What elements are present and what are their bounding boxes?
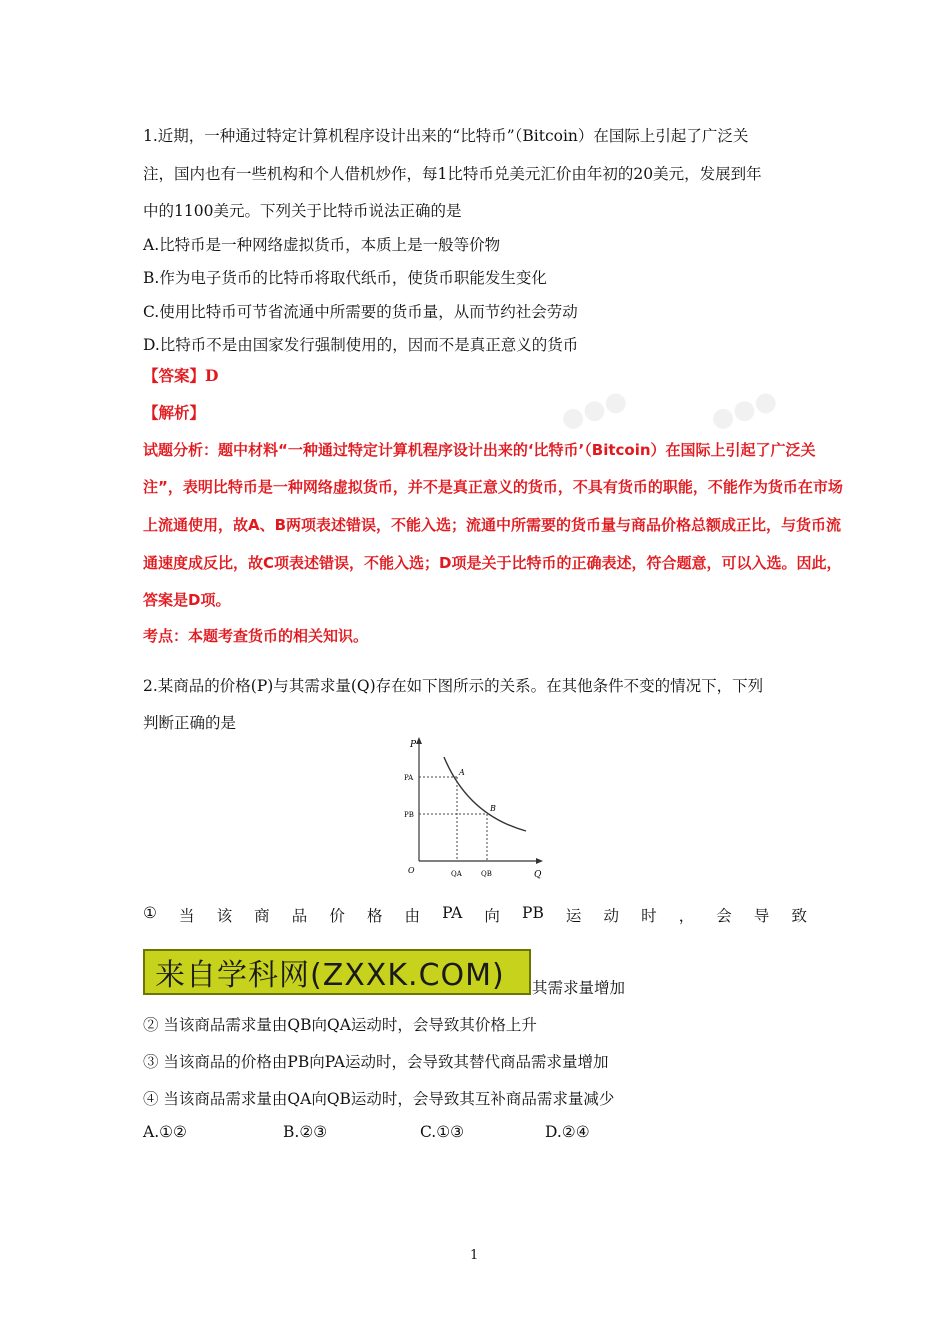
q1-analysis-label — [143, 403, 205, 423]
s1-char: 当 — [178, 907, 195, 925]
q2-statement-3: ③ 当该商品的价格由PB向PA运动时，会导致其替代商品需求量增加 — [143, 1053, 609, 1071]
q1-answer — [143, 366, 218, 386]
demand-curve-chart — [398, 735, 548, 880]
page-number: 1 — [470, 1248, 479, 1263]
answer-value: D — [205, 366, 219, 385]
choice-c: C.①③ — [420, 1123, 465, 1141]
y-axis-arrow — [416, 737, 422, 744]
y-tick-pb: PB — [404, 811, 414, 819]
s1-char: 导 — [753, 907, 770, 925]
point-b-label: B — [490, 804, 496, 813]
q1-option-d: D.比特币不是由国家发行强制使用的，因而不是真正意义的货币 — [143, 336, 579, 354]
s1-char: 会 — [716, 907, 732, 925]
s1-char: PA — [442, 904, 463, 922]
choice-d: D.②④ — [545, 1123, 590, 1141]
q1-option-a: A.比特币是一种网络虚拟货币，本质上是一般等价物 — [143, 236, 501, 254]
demand-curve — [444, 757, 526, 831]
y-tick-pa: PA — [404, 774, 414, 782]
q1-analysis-line-2: 注”，表明比特币是一种网络虚拟货币，并不是真正意义的货币，不具有货币的职能，不能作为货币在市场 — [143, 478, 843, 496]
x-axis-arrow — [536, 858, 543, 864]
point-a-label: A — [459, 768, 465, 777]
q1-kaodian: 考点：本题考查货币的相关知识。 — [143, 627, 369, 645]
analysis-label: 【解析】 — [143, 404, 206, 422]
choice-a: A.①② — [143, 1123, 187, 1141]
q1-analysis-line-4: 通速度成反比，故C项表述错误，不能入选；D项是关于比特币的正确表述，符合题意，可以入选。因此， — [143, 554, 842, 572]
watermark: ●●● — [556, 384, 632, 436]
x-tick-qb: QB — [481, 870, 492, 878]
q2-statement-2: ② 当该商品需求量由QB向QA运动时，会导致其价格上升 — [143, 1016, 537, 1034]
s1-char: 时 — [641, 907, 657, 925]
s1-char: 品 — [291, 907, 308, 925]
q1-stem-line-3: 中的1100美元。下列关于比特币说法正确的是 — [143, 202, 462, 220]
answer-label: 【答案】 — [143, 367, 206, 385]
origin-label: O — [408, 866, 415, 875]
x-axis-label: Q — [534, 870, 542, 880]
s1-char: 商 — [254, 907, 270, 925]
q1-analysis-line-5: 答案是D项。 — [143, 591, 231, 609]
s1-char: ， — [678, 907, 695, 925]
s1-char: 价 — [329, 907, 345, 925]
choice-b: B.②③ — [283, 1123, 328, 1141]
y-axis-label: P — [410, 740, 417, 750]
q1-option-c: C.使用比特币可节省流通中所需要的货币量，从而节约社会劳动 — [143, 303, 578, 321]
s1-char: 由 — [404, 907, 421, 925]
s1-char: ① — [143, 904, 157, 922]
q2-statement-4: ④ 当该商品需求量由QA向QB运动时，会导致其互补商品需求量减少 — [143, 1090, 615, 1108]
zxxk-banner[interactable]: 来自学科网(ZXXK.COM) — [143, 949, 531, 995]
s1-char: PB — [522, 904, 544, 922]
x-tick-qa: QA — [451, 870, 462, 878]
s1-char: 致 — [791, 907, 807, 925]
q2-stem-line-2: 判断正确的是 — [143, 714, 237, 732]
watermark: ●●● — [706, 384, 782, 436]
s1-char: 动 — [603, 907, 620, 925]
q1-option-b: B.作为电子货币的比特币将取代纸币，使货币职能发生变化 — [143, 269, 547, 287]
s1-char: 该 — [216, 907, 233, 925]
s1-char: 格 — [366, 907, 383, 925]
s1-char: 向 — [484, 907, 500, 925]
q1-stem-line-1: 1.近期，一种通过特定计算机程序设计出来的“比特币”（Bitcoin）在国际上引起了广泛关 — [143, 127, 749, 145]
q2-stem-line-1: 2.某商品的价格(P)与其需求量(Q)存在如下图所示的关系。在其他条件不变的情况下，下列 — [143, 677, 764, 695]
q1-analysis-line-3: 上流通使用，故A、B两项表述错误，不能入选；流通中所需要的货币量与商品价格总额成正比，与货币流 — [143, 516, 842, 534]
s1-char: 运 — [565, 907, 582, 925]
q2-statement-1-tail: 其需求量增加 — [532, 979, 626, 997]
q2-statement-1 — [143, 904, 807, 926]
q1-analysis-line-1: 试题分析：题中材料“一种通过特定计算机程序设计出来的‘比特币’（Bitcoin）在国际上引起了广泛关 — [143, 441, 816, 459]
q1-stem-line-2: 注，国内也有一些机构和个人借机炒作，每1比特币兑美元汇价由年初的20美元，发展到年 — [143, 165, 762, 183]
